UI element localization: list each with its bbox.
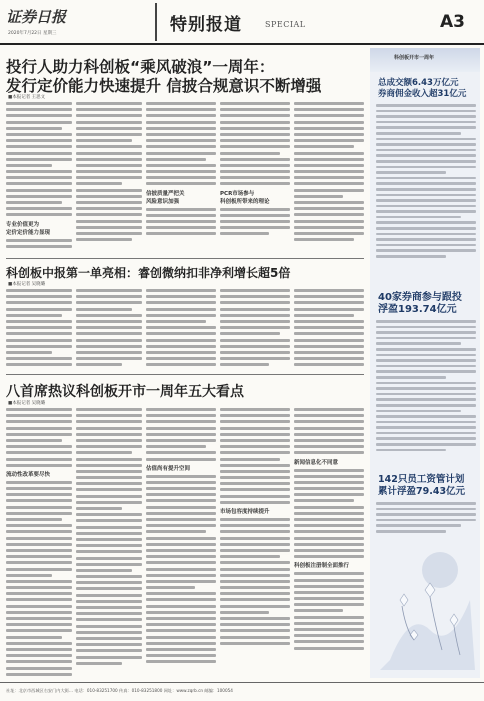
article-separator (6, 258, 364, 259)
issue-date: 2020年7月22日 星期三 (8, 31, 57, 36)
sidebar-item-3-headline: 142只员工资管计划 累计浮盈79.43亿元 (378, 474, 466, 497)
masthead-rule (0, 43, 484, 45)
article3-col4 (220, 408, 290, 678)
sidebar-item-2-headline: 40家券商参与跟投 浮盈193.74亿元 (378, 292, 462, 315)
article1-headline-line2: 发行定价能力快速提升 信披合规意识不断增强 (6, 77, 322, 95)
sidebar-decorative-art (380, 540, 475, 670)
article3-col1 (6, 408, 72, 678)
article1-headline-line1: 投行人助力科创板“乘风破浪”一周年： (6, 58, 275, 76)
article1-col4 (220, 102, 290, 254)
article1-col1 (6, 102, 72, 254)
masthead (0, 0, 484, 44)
article3-headline: 八首席热议科创板开市一周年五大看点 (6, 384, 244, 400)
article3-subhead-1: 流动性改革要尽快 (6, 471, 51, 478)
sidebar-banner-title: 科创板开市一周年 (394, 55, 435, 61)
article1-byline: ■本报记者 王思文 (8, 95, 46, 100)
footer-info: 社址：北京市西城区右安门内大街… 电话：010-83251700 传真：010-83251800 网址：www.zqrb.cn 邮编：100054 (6, 688, 233, 693)
sidebar-item-1-body (376, 104, 476, 279)
article3-subhead-3: 市场包容度持续提升 (220, 509, 270, 515)
newspaper-logo: 证券日报 (6, 8, 67, 26)
article1-col3 (146, 102, 216, 254)
article2-headline: 科创板中报第一单亮相：睿创微纳扣非净利增长超5倍 (6, 266, 291, 280)
article1-subhead-2: 信披质量严把关 风险意识加强 (146, 190, 185, 205)
article2-col5 (294, 289, 364, 371)
sidebar-item-1-headline: 总成交额6.43万亿元 券商佣金收入超31亿元 (378, 78, 467, 99)
page-number: A3 (440, 12, 465, 32)
section-title-en: SPECIAL (265, 20, 306, 29)
article1-subhead-3: PCR市场参与 科创板所带来的理论 (220, 190, 270, 205)
sidebar-item-3-body (376, 502, 476, 542)
article1-col2 (76, 102, 142, 254)
article1-subhead-1: 专业价值更为 定价定价能力显现 (6, 221, 51, 236)
article-separator (6, 374, 364, 375)
article3-col5 (294, 408, 364, 678)
article1-col5 (294, 102, 364, 254)
article3-subhead-4: 新闻信息化不同意 (294, 459, 339, 466)
article3-col3 (146, 408, 216, 678)
article3-subhead-2: 估值尚有提升空间 (146, 465, 191, 472)
article3-col2 (76, 408, 142, 678)
article2-byline: ■本报记者 吴晓璐 (8, 282, 46, 287)
article3-subhead-5: 科创板注册制全面推行 (294, 563, 350, 570)
article2-col4 (220, 289, 290, 371)
section-title: 特别报道 (170, 15, 242, 35)
sidebar-item-2-body (376, 320, 476, 470)
article3-byline: ■本报记者 吴晓璐 (8, 401, 46, 406)
article2-col1 (6, 289, 72, 371)
article2-col3 (146, 289, 216, 371)
article2-col2 (76, 289, 142, 371)
